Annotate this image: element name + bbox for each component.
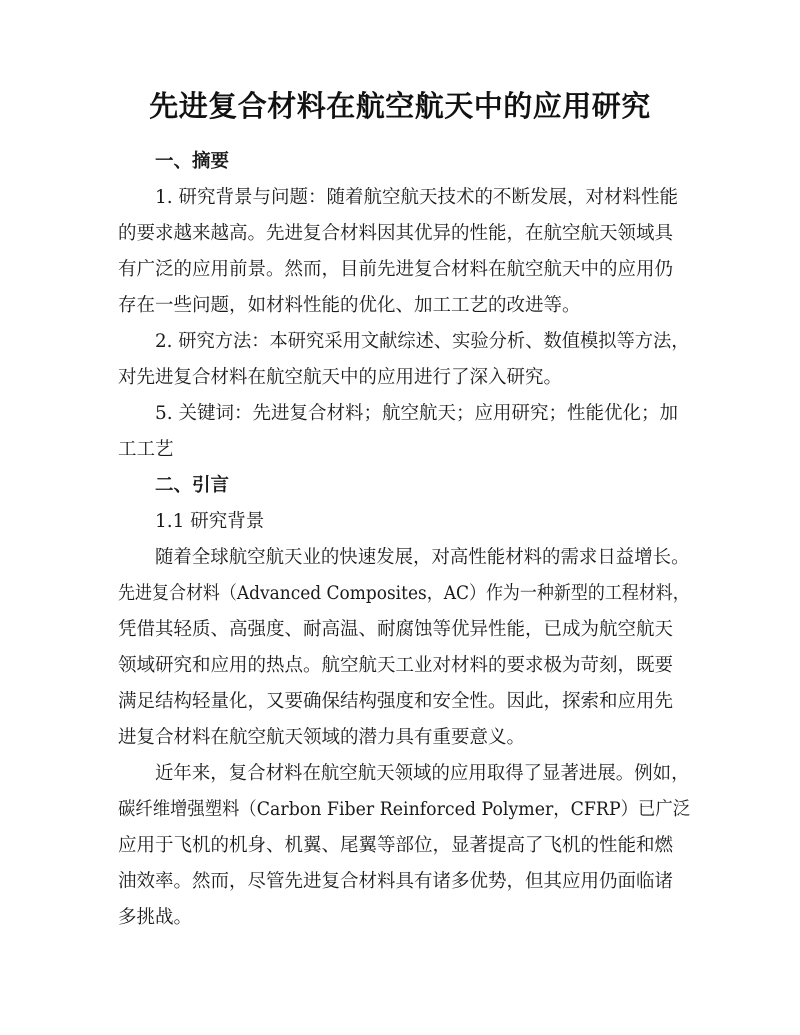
paragraph-line: 满足结构轻量化，又要确保结构强度和安全性。因此，探索和应用先 <box>118 691 674 712</box>
paragraph-line: 应用于飞机的机身、机翼、尾翼等部位，显著提高了飞机的性能和燃 <box>118 835 674 856</box>
paragraph-line: 多挑战。 <box>118 907 193 928</box>
paragraph-line: 随着全球航空航天业的快速发展，对高性能材料的需求日益增长。 <box>155 547 690 568</box>
paragraph-line: 进复合材料在航空航天领域的潜力具有重要意义。 <box>118 727 526 748</box>
paragraph-line: 的要求越来越高。先进复合材料因其优异的性能，在航空航天领域具 <box>118 223 674 244</box>
paragraph-line: 油效率。然而，尽管先进复合材料具有诸多优势，但其应用仍面临诸 <box>118 871 674 892</box>
paragraph-line: 先进复合材料（Advanced Composites，AC）作为一种新型的工程材料， <box>118 583 690 604</box>
section-heading-abstract: 一、摘要 <box>155 151 230 172</box>
abstract-item-methods: 2. 研究方法：本研究采用文献综述、实验分析、数值模拟等方法， <box>155 331 690 352</box>
document-title: 先进复合材料在航空航天中的应用研究 <box>149 89 651 123</box>
abstract-item-keywords: 5. 关键词：先进复合材料；航空航天；应用研究；性能优化；加 <box>155 403 679 424</box>
paragraph-line: 存在一些问题，如材料性能的优化、加工工艺的改进等。 <box>118 295 581 316</box>
paragraph-line: 工工艺 <box>118 439 174 460</box>
paragraph-line: 有广泛的应用前景。然而，目前先进复合材料在航空航天中的应用仍 <box>118 259 674 280</box>
subsection-heading-background: 1.1 研究背景 <box>155 511 265 532</box>
paragraph-line: 对先进复合材料在航空航天中的应用进行了深入研究。 <box>118 367 563 388</box>
paragraph-line: 领域研究和应用的热点。航空航天工业对材料的要求极为苛刻，既要 <box>118 655 674 676</box>
paragraph-line: 凭借其轻质、高强度、耐高温、耐腐蚀等优异性能，已成为航空航天 <box>118 619 674 640</box>
paragraph-line: 碳纤维增强塑料（Carbon Fiber Reinforced Polymer，CFRP）已广泛 <box>118 799 691 820</box>
abstract-item-background: 1. 研究背景与问题：随着航空航天技术的不断发展，对材料性能 <box>155 187 679 208</box>
section-heading-introduction: 二、引言 <box>155 475 230 496</box>
paragraph-line: 近年来，复合材料在航空航天领域的应用取得了显著进展。例如， <box>155 763 690 784</box>
